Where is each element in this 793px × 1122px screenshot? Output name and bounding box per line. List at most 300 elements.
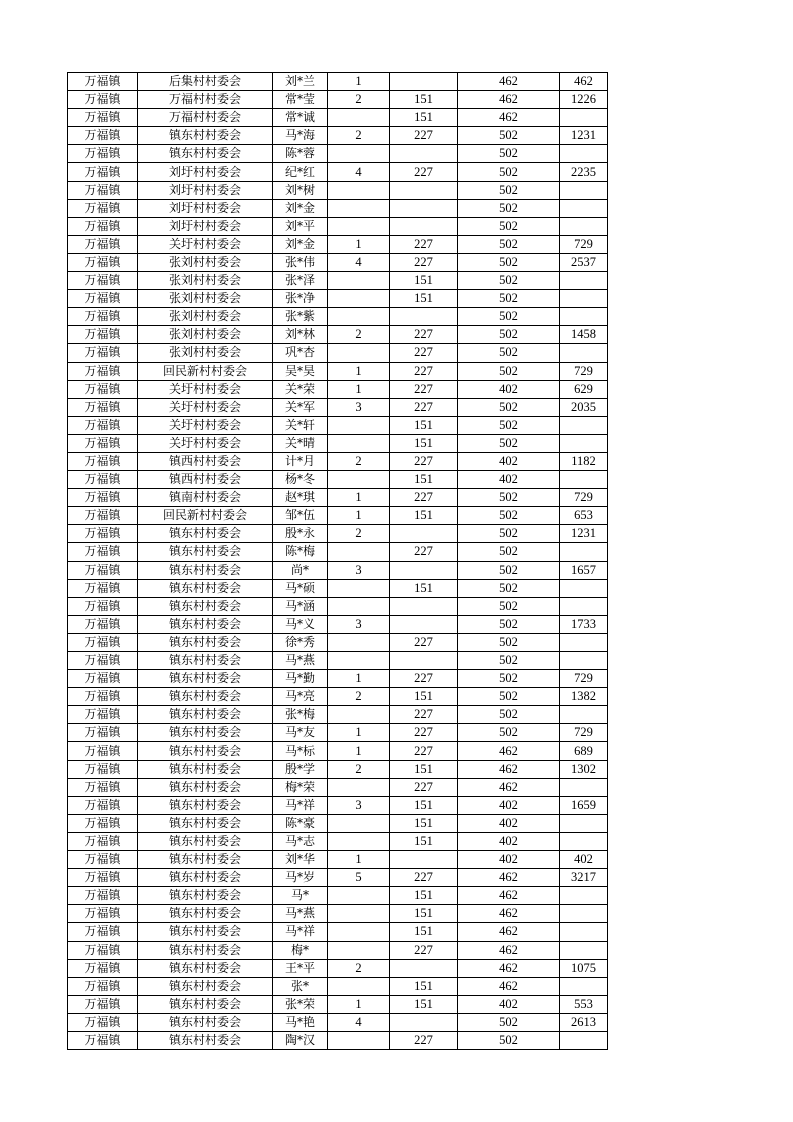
table-row	[68, 851, 608, 869]
table-row	[68, 796, 608, 814]
name-cell: 刘*金	[273, 235, 328, 253]
amount-a-cell: 227	[390, 163, 458, 181]
name-cell: 关*荣	[273, 380, 328, 398]
name-cell: 张*梅	[273, 706, 328, 724]
town-cell: 万福镇	[68, 760, 138, 778]
name-cell: 马*义	[273, 615, 328, 633]
village-committee-cell: 镇东村村委会	[138, 887, 273, 905]
count-cell	[328, 434, 390, 452]
village-committee-cell: 镇东村村委会	[138, 851, 273, 869]
table-row	[68, 543, 608, 561]
table-row	[68, 452, 608, 470]
amount-a-cell	[390, 851, 458, 869]
table-row	[68, 326, 608, 344]
count-cell	[328, 1031, 390, 1049]
town-cell: 万福镇	[68, 290, 138, 308]
table-row	[68, 688, 608, 706]
table-row	[68, 344, 608, 362]
name-cell: 张*泽	[273, 272, 328, 290]
amount-b-cell: 462	[458, 905, 560, 923]
amount-b-cell: 502	[458, 199, 560, 217]
village-committee-cell: 镇南村村委会	[138, 489, 273, 507]
town-cell: 万福镇	[68, 73, 138, 91]
amount-a-cell: 151	[390, 272, 458, 290]
name-cell: 张*紫	[273, 308, 328, 326]
name-cell: 马*亮	[273, 688, 328, 706]
amount-b-cell: 502	[458, 561, 560, 579]
town-cell: 万福镇	[68, 977, 138, 995]
village-committee-cell: 镇西村村委会	[138, 471, 273, 489]
amount-b-cell: 502	[458, 1031, 560, 1049]
table-row	[68, 869, 608, 887]
table-row	[68, 73, 608, 91]
town-cell: 万福镇	[68, 235, 138, 253]
count-cell	[328, 597, 390, 615]
table-row	[68, 217, 608, 235]
amount-b-cell: 502	[458, 217, 560, 235]
name-cell: 张*荣	[273, 995, 328, 1013]
amount-b-cell: 502	[458, 724, 560, 742]
name-cell: 殷*永	[273, 525, 328, 543]
amount-b-cell: 502	[458, 308, 560, 326]
count-cell	[328, 633, 390, 651]
table-row	[68, 995, 608, 1013]
village-committee-cell: 关圩村村委会	[138, 416, 273, 434]
total-cell	[560, 778, 608, 796]
name-cell: 张*净	[273, 290, 328, 308]
table-row	[68, 199, 608, 217]
table-row	[68, 253, 608, 271]
amount-b-cell: 502	[458, 507, 560, 525]
total-cell	[560, 416, 608, 434]
village-committee-cell: 镇东村村委会	[138, 1013, 273, 1031]
name-cell: 刘*树	[273, 181, 328, 199]
amount-a-cell	[390, 73, 458, 91]
amount-a-cell	[390, 561, 458, 579]
amount-a-cell: 151	[390, 760, 458, 778]
village-committee-cell: 镇东村村委会	[138, 633, 273, 651]
village-committee-cell: 镇东村村委会	[138, 814, 273, 832]
total-cell	[560, 217, 608, 235]
count-cell	[328, 308, 390, 326]
amount-a-cell: 151	[390, 471, 458, 489]
count-cell: 2	[328, 525, 390, 543]
count-cell	[328, 579, 390, 597]
total-cell: 1231	[560, 525, 608, 543]
total-cell: 729	[560, 235, 608, 253]
amount-a-cell	[390, 181, 458, 199]
town-cell: 万福镇	[68, 489, 138, 507]
village-committee-cell: 回民新村村委会	[138, 507, 273, 525]
count-cell	[328, 290, 390, 308]
town-cell: 万福镇	[68, 905, 138, 923]
village-committee-cell: 镇东村村委会	[138, 652, 273, 670]
town-cell: 万福镇	[68, 1013, 138, 1031]
village-committee-cell: 镇东村村委会	[138, 543, 273, 561]
count-cell: 1	[328, 73, 390, 91]
village-committee-cell: 张刘村村委会	[138, 344, 273, 362]
amount-a-cell: 151	[390, 91, 458, 109]
village-committee-cell: 镇东村村委会	[138, 760, 273, 778]
name-cell: 王*平	[273, 959, 328, 977]
name-cell: 常*诚	[273, 109, 328, 127]
total-cell: 729	[560, 670, 608, 688]
table-row	[68, 778, 608, 796]
name-cell: 尚*	[273, 561, 328, 579]
amount-a-cell: 227	[390, 742, 458, 760]
name-cell: 马*涵	[273, 597, 328, 615]
table-row	[68, 832, 608, 850]
village-committee-cell: 镇东村村委会	[138, 145, 273, 163]
amount-b-cell: 502	[458, 525, 560, 543]
amount-a-cell: 227	[390, 633, 458, 651]
total-cell: 1382	[560, 688, 608, 706]
town-cell: 万福镇	[68, 869, 138, 887]
count-cell	[328, 272, 390, 290]
count-cell: 1	[328, 380, 390, 398]
name-cell: 马*祥	[273, 923, 328, 941]
total-cell	[560, 832, 608, 850]
amount-b-cell: 462	[458, 887, 560, 905]
town-cell: 万福镇	[68, 995, 138, 1013]
total-cell: 1657	[560, 561, 608, 579]
town-cell: 万福镇	[68, 778, 138, 796]
amount-b-cell: 462	[458, 959, 560, 977]
count-cell: 2	[328, 688, 390, 706]
total-cell	[560, 706, 608, 724]
total-cell	[560, 344, 608, 362]
village-committee-cell: 镇东村村委会	[138, 688, 273, 706]
town-cell: 万福镇	[68, 163, 138, 181]
name-cell: 梅*	[273, 941, 328, 959]
amount-b-cell: 502	[458, 163, 560, 181]
amount-b-cell: 402	[458, 995, 560, 1013]
total-cell: 689	[560, 742, 608, 760]
table-row	[68, 814, 608, 832]
count-cell: 1	[328, 362, 390, 380]
village-committee-cell: 镇东村村委会	[138, 615, 273, 633]
amount-b-cell: 462	[458, 91, 560, 109]
count-cell: 3	[328, 796, 390, 814]
village-committee-cell: 关圩村村委会	[138, 235, 273, 253]
amount-a-cell: 151	[390, 977, 458, 995]
total-cell: 1659	[560, 796, 608, 814]
amount-a-cell	[390, 959, 458, 977]
amount-b-cell: 502	[458, 615, 560, 633]
name-cell: 张*	[273, 977, 328, 995]
table-row	[68, 706, 608, 724]
total-cell	[560, 652, 608, 670]
total-cell	[560, 199, 608, 217]
count-cell	[328, 543, 390, 561]
total-cell	[560, 471, 608, 489]
table-row	[68, 633, 608, 651]
amount-b-cell: 462	[458, 760, 560, 778]
village-committee-cell: 镇东村村委会	[138, 597, 273, 615]
count-cell: 4	[328, 1013, 390, 1031]
total-cell	[560, 814, 608, 832]
amount-a-cell: 227	[390, 344, 458, 362]
name-cell: 马*海	[273, 127, 328, 145]
total-cell: 1231	[560, 127, 608, 145]
total-cell: 2035	[560, 398, 608, 416]
amount-a-cell: 227	[390, 1031, 458, 1049]
name-cell: 纪*红	[273, 163, 328, 181]
town-cell: 万福镇	[68, 670, 138, 688]
town-cell: 万福镇	[68, 923, 138, 941]
amount-b-cell: 502	[458, 326, 560, 344]
count-cell: 2	[328, 91, 390, 109]
count-cell	[328, 652, 390, 670]
count-cell: 3	[328, 615, 390, 633]
total-cell	[560, 290, 608, 308]
total-cell: 1075	[560, 959, 608, 977]
amount-a-cell: 227	[390, 326, 458, 344]
amount-a-cell: 227	[390, 543, 458, 561]
total-cell: 653	[560, 507, 608, 525]
village-committee-cell: 回民新村村委会	[138, 362, 273, 380]
count-cell	[328, 471, 390, 489]
town-cell: 万福镇	[68, 796, 138, 814]
name-cell: 关*晴	[273, 434, 328, 452]
count-cell	[328, 217, 390, 235]
village-committee-cell: 后集村村委会	[138, 73, 273, 91]
count-cell: 5	[328, 869, 390, 887]
town-cell: 万福镇	[68, 471, 138, 489]
village-committee-cell: 张刘村村委会	[138, 253, 273, 271]
count-cell: 2	[328, 760, 390, 778]
count-cell: 3	[328, 561, 390, 579]
count-cell: 1	[328, 724, 390, 742]
amount-b-cell: 462	[458, 977, 560, 995]
amount-b-cell: 462	[458, 73, 560, 91]
amount-b-cell: 462	[458, 941, 560, 959]
total-cell	[560, 145, 608, 163]
name-cell: 马*祥	[273, 796, 328, 814]
town-cell: 万福镇	[68, 416, 138, 434]
village-committee-cell: 镇东村村委会	[138, 905, 273, 923]
village-committee-cell: 镇东村村委会	[138, 995, 273, 1013]
table-row	[68, 91, 608, 109]
amount-a-cell: 151	[390, 995, 458, 1013]
amount-a-cell: 227	[390, 127, 458, 145]
amount-a-cell: 151	[390, 887, 458, 905]
total-cell: 729	[560, 724, 608, 742]
table-row	[68, 724, 608, 742]
count-cell	[328, 145, 390, 163]
name-cell: 殷*学	[273, 760, 328, 778]
count-cell: 2	[328, 127, 390, 145]
total-cell: 729	[560, 489, 608, 507]
amount-b-cell: 502	[458, 181, 560, 199]
name-cell: 马*燕	[273, 905, 328, 923]
count-cell: 1	[328, 235, 390, 253]
village-committee-cell: 镇东村村委会	[138, 778, 273, 796]
total-cell	[560, 308, 608, 326]
town-cell: 万福镇	[68, 706, 138, 724]
amount-b-cell: 502	[458, 362, 560, 380]
amount-b-cell: 502	[458, 489, 560, 507]
data-table	[67, 72, 608, 1050]
total-cell: 729	[560, 362, 608, 380]
table-row	[68, 380, 608, 398]
total-cell: 1226	[560, 91, 608, 109]
village-committee-cell: 张刘村村委会	[138, 290, 273, 308]
count-cell: 1	[328, 670, 390, 688]
name-cell: 马*岁	[273, 869, 328, 887]
village-committee-cell: 张刘村村委会	[138, 308, 273, 326]
town-cell: 万福镇	[68, 199, 138, 217]
total-cell: 1302	[560, 760, 608, 778]
town-cell: 万福镇	[68, 127, 138, 145]
count-cell: 1	[328, 489, 390, 507]
name-cell: 常*莹	[273, 91, 328, 109]
town-cell: 万福镇	[68, 887, 138, 905]
table-row	[68, 670, 608, 688]
name-cell: 马*友	[273, 724, 328, 742]
village-committee-cell: 镇东村村委会	[138, 724, 273, 742]
village-committee-cell: 万福村村委会	[138, 91, 273, 109]
village-committee-cell: 刘圩村村委会	[138, 199, 273, 217]
village-committee-cell: 关圩村村委会	[138, 380, 273, 398]
amount-b-cell: 502	[458, 670, 560, 688]
village-committee-cell: 镇东村村委会	[138, 941, 273, 959]
village-committee-cell: 镇东村村委会	[138, 869, 273, 887]
table-row	[68, 471, 608, 489]
total-cell	[560, 633, 608, 651]
amount-b-cell: 462	[458, 742, 560, 760]
town-cell: 万福镇	[68, 851, 138, 869]
name-cell: 马*志	[273, 832, 328, 850]
village-committee-cell: 镇东村村委会	[138, 561, 273, 579]
town-cell: 万福镇	[68, 525, 138, 543]
count-cell: 1	[328, 507, 390, 525]
amount-b-cell: 462	[458, 778, 560, 796]
town-cell: 万福镇	[68, 326, 138, 344]
count-cell: 2	[328, 452, 390, 470]
name-cell: 马*艳	[273, 1013, 328, 1031]
town-cell: 万福镇	[68, 452, 138, 470]
total-cell	[560, 181, 608, 199]
name-cell: 马*燕	[273, 652, 328, 670]
name-cell: 陈*豪	[273, 814, 328, 832]
village-committee-cell: 镇东村村委会	[138, 579, 273, 597]
town-cell: 万福镇	[68, 832, 138, 850]
total-cell	[560, 905, 608, 923]
name-cell: 刘*林	[273, 326, 328, 344]
amount-b-cell: 502	[458, 706, 560, 724]
amount-b-cell: 502	[458, 145, 560, 163]
table-row	[68, 127, 608, 145]
amount-a-cell: 227	[390, 869, 458, 887]
village-committee-cell: 张刘村村委会	[138, 326, 273, 344]
town-cell: 万福镇	[68, 959, 138, 977]
count-cell: 2	[328, 326, 390, 344]
amount-b-cell: 502	[458, 398, 560, 416]
amount-b-cell: 502	[458, 272, 560, 290]
total-cell	[560, 597, 608, 615]
town-cell: 万福镇	[68, 181, 138, 199]
name-cell: 马*硕	[273, 579, 328, 597]
amount-b-cell: 502	[458, 579, 560, 597]
amount-b-cell: 502	[458, 235, 560, 253]
amount-a-cell	[390, 199, 458, 217]
total-cell	[560, 887, 608, 905]
village-committee-cell: 镇东村村委会	[138, 923, 273, 941]
total-cell: 462	[560, 73, 608, 91]
town-cell: 万福镇	[68, 652, 138, 670]
amount-a-cell	[390, 597, 458, 615]
total-cell: 2537	[560, 253, 608, 271]
town-cell: 万福镇	[68, 91, 138, 109]
total-cell: 402	[560, 851, 608, 869]
amount-b-cell: 402	[458, 832, 560, 850]
name-cell: 马*	[273, 887, 328, 905]
total-cell	[560, 109, 608, 127]
amount-a-cell: 227	[390, 778, 458, 796]
name-cell: 刘*平	[273, 217, 328, 235]
name-cell: 邹*伍	[273, 507, 328, 525]
table-row	[68, 290, 608, 308]
table-row	[68, 272, 608, 290]
amount-a-cell: 151	[390, 507, 458, 525]
total-cell	[560, 941, 608, 959]
village-committee-cell: 镇东村村委会	[138, 742, 273, 760]
town-cell: 万福镇	[68, 253, 138, 271]
town-cell: 万福镇	[68, 507, 138, 525]
table-row	[68, 163, 608, 181]
count-cell	[328, 778, 390, 796]
count-cell	[328, 706, 390, 724]
count-cell	[328, 832, 390, 850]
town-cell: 万福镇	[68, 344, 138, 362]
town-cell: 万福镇	[68, 145, 138, 163]
village-committee-cell: 镇东村村委会	[138, 525, 273, 543]
table-row	[68, 181, 608, 199]
town-cell: 万福镇	[68, 109, 138, 127]
count-cell	[328, 416, 390, 434]
amount-b-cell: 502	[458, 344, 560, 362]
table-row	[68, 561, 608, 579]
amount-a-cell	[390, 145, 458, 163]
amount-a-cell	[390, 308, 458, 326]
amount-b-cell: 462	[458, 109, 560, 127]
name-cell: 计*月	[273, 452, 328, 470]
count-cell: 4	[328, 163, 390, 181]
table-row	[68, 615, 608, 633]
village-committee-cell: 刘圩村村委会	[138, 217, 273, 235]
name-cell: 刘*华	[273, 851, 328, 869]
table-row	[68, 959, 608, 977]
amount-b-cell: 402	[458, 851, 560, 869]
name-cell: 关*轩	[273, 416, 328, 434]
amount-b-cell: 502	[458, 434, 560, 452]
town-cell: 万福镇	[68, 941, 138, 959]
town-cell: 万福镇	[68, 688, 138, 706]
amount-a-cell	[390, 1013, 458, 1031]
name-cell: 马*标	[273, 742, 328, 760]
amount-b-cell: 402	[458, 452, 560, 470]
count-cell	[328, 887, 390, 905]
count-cell	[328, 814, 390, 832]
amount-a-cell	[390, 615, 458, 633]
amount-b-cell: 502	[458, 253, 560, 271]
amount-a-cell: 227	[390, 706, 458, 724]
amount-a-cell: 151	[390, 688, 458, 706]
village-committee-cell: 刘圩村村委会	[138, 163, 273, 181]
table-row	[68, 923, 608, 941]
amount-b-cell: 502	[458, 633, 560, 651]
